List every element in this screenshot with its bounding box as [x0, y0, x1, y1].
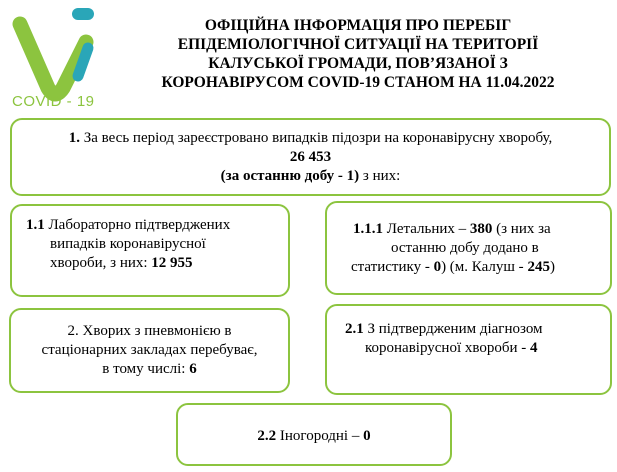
- logo-text: COVID - 19: [12, 93, 95, 110]
- box1-number: 1.: [68, 130, 80, 146]
- box11-line1: Лабораторно підтверджених: [44, 217, 231, 233]
- total-suspected-box: [10, 118, 611, 196]
- last-day-suspected: (за останню добу - 1): [220, 168, 360, 184]
- pneumonia-value: 6: [189, 361, 197, 377]
- box111-line3b: ) (м. Калуш -: [441, 259, 528, 275]
- page-title: [108, 16, 608, 92]
- title-line-4: КОРОНАВІРУСОМ COVID-19 СТАНОМ НА 11.04.2022: [161, 74, 555, 91]
- box1-suffix: з них:: [359, 168, 401, 184]
- box11-line2: випадків коронавірусної: [50, 236, 206, 252]
- lab-confirmed-box: [10, 204, 290, 297]
- confirmed-diagnosis-box: [325, 304, 612, 395]
- box21-line2: коронавірусної хвороби -: [365, 340, 530, 356]
- deaths-value: 380: [469, 221, 493, 237]
- title-line-3: КАЛУСЬКОЇ ГРОМАДИ, ПОВ’ЯЗАНОЇ З: [208, 55, 508, 72]
- deaths-box: [325, 201, 612, 295]
- box21-line1: З підтвердженим діагнозом: [363, 321, 543, 337]
- non-residents-value: 0: [363, 428, 371, 444]
- title-line-2: ЕПІДЕМІОЛОГІЧНОЇ СИТУАЦІЇ НА ТЕРИТОРІЇ: [177, 36, 539, 53]
- box2-line3: в тому числі:: [102, 361, 190, 377]
- total-suspected-value: 26 453: [289, 149, 332, 165]
- box11-number: 1.1: [26, 217, 45, 233]
- non-residents-box: [176, 403, 452, 466]
- box111-number: 1.1.1: [353, 221, 383, 237]
- box22-text: Іногородні –: [276, 428, 364, 444]
- box1-text: За весь період зареєстровано випадків підозри на коронавірусну хворобу,: [79, 130, 553, 146]
- box111-line3c: ): [549, 259, 555, 275]
- box111-line1: Летальних –: [383, 221, 470, 237]
- lab-confirmed-value: 12 955: [151, 255, 193, 271]
- box11-line3: хвороби, з них:: [50, 255, 152, 271]
- box22-number: 2.2: [257, 428, 277, 444]
- kalush-deaths-value: 245: [527, 259, 550, 275]
- added-deaths-value: 0: [433, 259, 442, 275]
- confirmed-diagnosis-value: 4: [530, 340, 538, 356]
- box2-line1: 2. Хворих з пневмонією в: [67, 323, 232, 339]
- box111-line3a: статистику -: [351, 259, 434, 275]
- title-line-1: ОФІЦІЙНА ІНФОРМАЦІЯ ПРО ПЕРЕБІГ: [204, 17, 512, 34]
- box2-line2: стаціонарних закладах перебуває,: [41, 342, 258, 358]
- pneumonia-box: [9, 308, 290, 393]
- box21-number: 2.1: [345, 321, 364, 337]
- box111-line1b: (з них за: [492, 221, 551, 237]
- box111-line2: останню добу додано в: [391, 240, 539, 256]
